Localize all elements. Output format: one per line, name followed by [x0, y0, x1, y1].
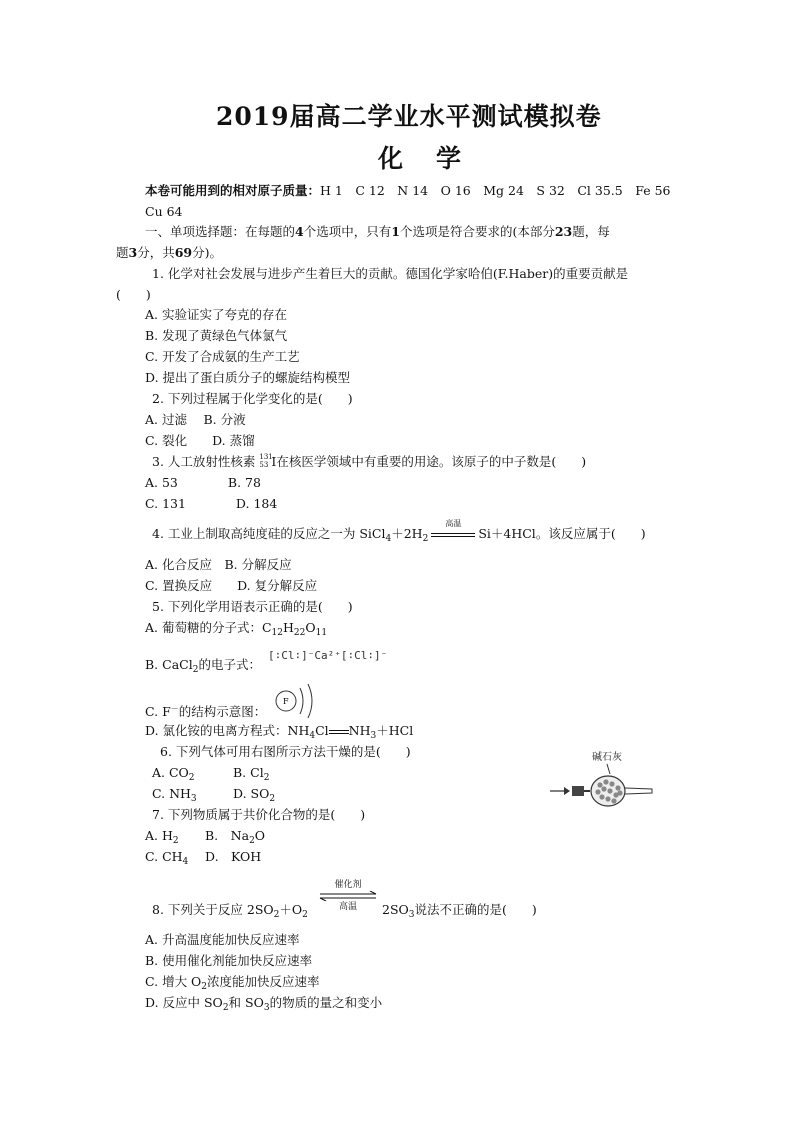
q3-options-row-2: C. 131 D. 184: [145, 496, 278, 511]
temperature-label: 高温: [338, 902, 357, 912]
q7-text: B. Na: [205, 828, 250, 843]
subscript: 2: [273, 910, 280, 920]
atomic-masses-values: H 1 C 12 N 14 O 16 Mg 24 S 32 Cl 35.5 Fe 56: [320, 183, 671, 198]
q6-option-a: [152, 764, 195, 787]
subscript: 2: [201, 982, 208, 992]
q6-option-c: [152, 785, 197, 808]
subscript: 2: [172, 836, 179, 846]
subscript: 3: [190, 794, 197, 804]
q4-options-row-1: A. 化合反应 B. 分解反应: [145, 557, 292, 572]
q7-option-d: D. KOH: [205, 849, 262, 864]
reversible-arrow: [318, 880, 378, 914]
subscript: 11: [315, 628, 328, 638]
q5-text: B. CaCl: [145, 657, 193, 672]
section-number: 3: [128, 245, 138, 260]
q2-options-row-1: A. 过滤 B. 分液: [145, 412, 246, 427]
figure-label-soda-lime: 碱石灰: [592, 752, 622, 763]
q2-options-row-2: C. 裂化 D. 蒸馏: [145, 433, 255, 448]
q6-option-d: [233, 785, 275, 808]
q7-option-a: [145, 827, 179, 850]
nuclide-notation: [259, 453, 271, 467]
section-text: 分，共: [137, 245, 175, 260]
q8-option-a: A. 升高温度能加快反应速率: [145, 932, 300, 947]
subscript: 2: [302, 910, 308, 920]
q5-text: ＋HCl: [376, 723, 414, 738]
subscript: 2: [188, 773, 195, 783]
subscript: 2: [263, 773, 270, 783]
section-number: 69: [174, 245, 193, 260]
q3-options-row-1: A. 53 B. 78: [145, 475, 261, 490]
q1-stem-blank: ( ): [116, 287, 151, 302]
subscript: 2: [249, 836, 255, 846]
q4-stem: [152, 518, 646, 548]
q2-stem: 2. 下列过程属于化学变化的是( ): [152, 391, 353, 406]
section-text: 个选项中，只有: [303, 224, 392, 239]
subscript: 2: [192, 665, 199, 675]
q8-stem: [152, 901, 308, 924]
q7-text: O: [254, 828, 266, 843]
q6-text: A. CO: [152, 765, 189, 780]
q4-text: ＋2H: [391, 526, 423, 541]
outlet-tube: [625, 788, 652, 794]
section-one-line-1: [145, 223, 610, 241]
q1-stem: 1. 化学对社会发展与进步产生着巨大的贡献。德国化学家哈伯(F.Haber)的重要贡献是: [152, 266, 629, 281]
atomic-structure-diagram: [272, 680, 320, 722]
atomic-number: 53: [259, 461, 269, 469]
q8-text: ＋O: [279, 902, 303, 917]
stopper: [572, 786, 584, 796]
q8-option-d: [145, 994, 382, 1017]
electron-formula: [∶Cl∶]⁻Ca²⁺[∶Cl∶]⁻: [268, 649, 388, 662]
q5-text: H: [283, 620, 294, 635]
mass-number: 131: [259, 453, 273, 461]
subscript: 4: [309, 731, 316, 741]
q8-text: D. 反应中 SO: [145, 995, 223, 1010]
q3-text: 3. 人工放射性核素: [152, 454, 260, 469]
q8-text: 和 SO: [228, 995, 264, 1010]
q5-text: A. 葡萄糖的分子式：C: [145, 620, 272, 635]
q6-text: C. NH: [152, 786, 191, 801]
subscript: 4: [385, 534, 392, 544]
reaction-condition-arrow: [431, 518, 475, 543]
q5-option-c: [145, 700, 266, 721]
q8-text: 浓度能加快反应速率: [207, 974, 320, 989]
q5-text: D. 氯化铵的电离方程式：NH: [145, 723, 310, 738]
q4-text: 。该反应属于( ): [535, 526, 646, 541]
q1-option-d: D. 提出了蛋白质分子的螺旋结构模型: [145, 370, 351, 385]
section-number: 23: [554, 224, 573, 239]
q6-text: B. Cl: [233, 765, 264, 780]
subscript: 4: [182, 857, 189, 867]
q8-text: 8. 下列关于反应 2SO: [152, 902, 274, 917]
subscript: 2: [222, 1003, 229, 1013]
superscript: －: [170, 704, 179, 713]
q8-text: C. 增大 O: [145, 974, 202, 989]
q1-option-a: A. 实验证实了夸克的存在: [145, 307, 287, 322]
subscript: 12: [271, 628, 283, 638]
q7-text: A. H: [145, 828, 173, 843]
q5-option-a: [145, 619, 327, 642]
subscript: 2: [269, 794, 276, 804]
q6-stem: 6. 下列气体可用右图所示方法干燥的是( ): [160, 744, 411, 759]
subject-title: 化 学: [378, 144, 466, 173]
q3-text: 在核医学领域中有重要的用途。该原子的中子数是( ): [276, 454, 587, 469]
subscript: 2: [422, 534, 429, 544]
equilibrium-arrows-icon: [318, 891, 378, 901]
q7-option-b: [205, 827, 265, 850]
q5-text: 的结构示意图：: [178, 704, 267, 719]
atomic-masses-label: 本卷可能用到的相对原子质量：: [145, 183, 321, 198]
label-pointer: [607, 764, 610, 774]
nucleus-label: F: [283, 697, 289, 706]
exam-title: 2019届高二学业水平测试模拟卷: [216, 102, 602, 131]
section-text: 个选项是符合要求的(本部分: [399, 224, 555, 239]
q6-text: D. SO: [233, 786, 270, 801]
condition-label: 高温: [445, 518, 462, 528]
section-number: 1: [391, 224, 400, 239]
q5-text: C. F: [145, 704, 171, 719]
subscript: 22: [293, 628, 306, 638]
q5-option-d: [145, 722, 413, 745]
subscript: 3: [263, 1003, 270, 1013]
q8-option-b: B. 使用催化剂能加快反应速率: [145, 953, 313, 968]
subscript: 3: [408, 910, 415, 920]
q4-text: 4. 工业上制取高纯度硅的反应之一为 SiCl: [152, 526, 386, 541]
q5-text: Cl: [315, 723, 329, 738]
q3-stem: [152, 453, 586, 471]
q8-option-c: [145, 973, 320, 996]
q5-text: O: [305, 620, 316, 635]
q5-text: NH: [348, 723, 371, 738]
q8-text: 的物质的量之和变小: [269, 995, 383, 1010]
section-text: 题，每: [572, 224, 610, 239]
q5-stem: 5. 下列化学用语表示正确的是( ): [152, 599, 353, 614]
subscript: 3: [370, 731, 377, 741]
drying-tube-figure: [548, 748, 658, 810]
flow-arrow-head: [564, 787, 570, 795]
section-one-line-2: [116, 244, 222, 262]
q7-option-c: [145, 848, 188, 871]
section-text: 一、单项选择题：在每题的: [145, 224, 296, 239]
catalyst-label: 催化剂: [334, 880, 362, 890]
q8-stem-tail: [382, 901, 537, 924]
atomic-masses-line-2: Cu 64: [145, 204, 183, 219]
equals-sign: [329, 727, 349, 737]
section-number: 4: [295, 224, 304, 239]
section-text: 题: [116, 245, 129, 260]
q4-text: Si＋4HCl: [478, 526, 536, 541]
element-symbol: I: [271, 454, 277, 469]
q7-stem: 7. 下列物质属于共价化合物的是( ): [152, 807, 366, 822]
q1-option-c: C. 开发了合成氨的生产工艺: [145, 349, 300, 364]
q8-text: 说法不正确的是( ): [414, 902, 537, 917]
q4-options-row-2: C. 置换反应 D. 复分解反应: [145, 578, 318, 593]
atomic-masses-line: [145, 182, 671, 200]
section-text: 分)。: [192, 245, 223, 260]
q8-text: 2SO: [382, 902, 409, 917]
q7-text: C. CH: [145, 849, 183, 864]
q6-option-b: [233, 764, 269, 787]
q1-option-b: B. 发现了黄绿色气体氯气: [145, 328, 288, 343]
q5-text: 的电子式：: [198, 657, 261, 672]
q5-option-b: [145, 656, 261, 679]
